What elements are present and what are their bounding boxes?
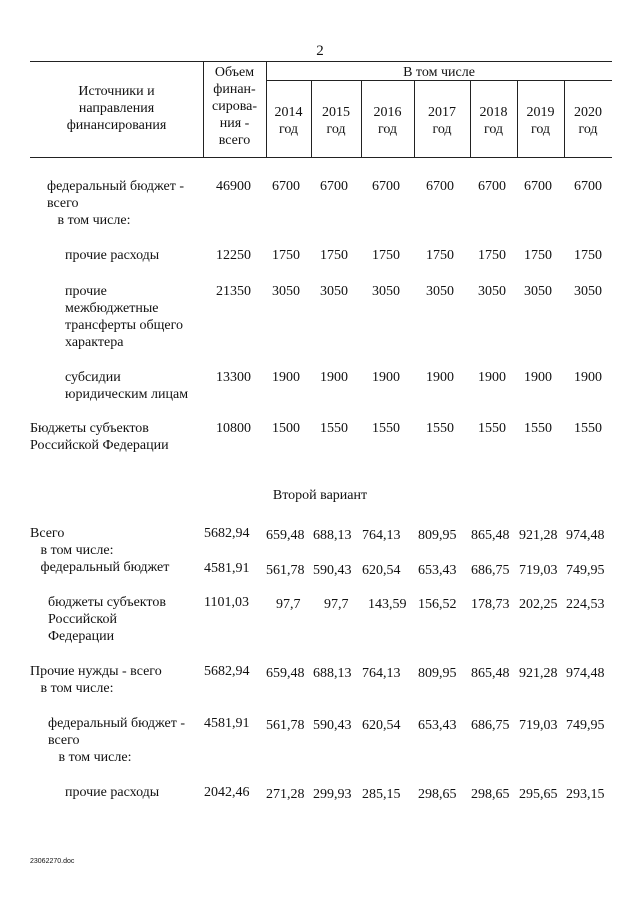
value-cell: 764,13 [362,666,401,681]
value-cell: 865,48 [471,666,510,681]
value-cell: 1750 [272,248,300,263]
row-label: бюджеты субъектов Российской Федерации [48,595,166,644]
value-cell: 3050 [478,284,506,299]
value-cell: 6700 [320,179,348,194]
value-cell: 298,65 [471,787,510,802]
value-cell: 921,28 [519,528,558,543]
value-cell: 6700 [272,179,300,194]
header-including: В том числе [403,65,475,80]
value-cell: 719,03 [519,563,558,578]
value-cell: 1550 [574,421,602,436]
value-cell: 974,48 [566,528,605,543]
value-cell: 561,78 [266,718,305,733]
value-cell: 1900 [272,370,300,385]
value-cell: 809,95 [418,528,457,543]
value-cell: 3050 [524,284,552,299]
total-cell: 2042,46 [204,785,250,800]
value-cell: 561,78 [266,563,305,578]
value-cell: 3050 [320,284,348,299]
value-cell: 6700 [478,179,506,194]
value-cell: 659,48 [266,666,305,681]
value-cell: 1900 [372,370,400,385]
value-cell: 1750 [320,248,348,263]
value-cell: 620,54 [362,718,401,733]
value-cell: 1900 [320,370,348,385]
row-label: федеральный бюджет - всего в том числе: [48,716,186,765]
header-year: 2015 год [322,105,350,137]
value-cell: 3050 [426,284,454,299]
value-cell: 1550 [320,421,348,436]
value-cell: 97,7 [324,597,349,612]
value-cell: 764,13 [362,528,401,543]
value-cell: 809,95 [418,666,457,681]
value-cell: 1750 [478,248,506,263]
header-year: 2019 год [526,105,555,137]
value-cell: 921,28 [519,666,558,681]
value-cell: 6700 [426,179,454,194]
value-cell: 590,43 [313,563,352,578]
table-top-rule [30,61,612,62]
value-cell: 1900 [478,370,506,385]
section-title: Второй вариант [272,488,368,503]
total-cell: 10800 [216,421,251,436]
value-cell: 686,75 [471,718,510,733]
value-cell: 1900 [426,370,454,385]
document-code: 23062270.doc [30,858,75,865]
value-cell: 749,95 [566,718,605,733]
value-cell: 1750 [574,248,602,263]
value-cell: 6700 [524,179,552,194]
value-cell: 749,95 [566,563,605,578]
page-number: 2 [316,43,324,59]
header-bottom-rule [30,157,612,158]
total-cell: 13300 [216,370,251,385]
value-cell: 1750 [426,248,454,263]
value-cell: 1550 [524,421,552,436]
value-cell: 285,15 [362,787,401,802]
row-label: прочие расходы [65,248,160,263]
value-cell: 865,48 [471,528,510,543]
header-total: Объем финан- сирова- ния - всего [211,65,257,148]
value-cell: 143,59 [368,597,407,612]
value-cell: 178,73 [471,597,510,612]
value-cell: 653,43 [418,563,457,578]
row-label: Всего в том числе: федеральный бюджет [30,526,170,575]
value-cell: 3050 [272,284,300,299]
value-cell: 1900 [574,370,602,385]
row-label: прочие расходы [65,785,160,800]
header-year: 2020 год [574,105,602,137]
value-cell: 688,13 [313,528,352,543]
total-cell: 1101,03 [204,595,249,610]
total-cell: 21350 [216,284,251,299]
value-cell: 298,65 [418,787,457,802]
value-cell: 659,48 [266,528,305,543]
value-cell: 295,65 [519,787,558,802]
row-label: прочие межбюджетные трансферты общего характера [65,284,184,350]
row-label: Прочие нужды - всего в том числе: [30,664,162,696]
row-label: субсидии юридическим лицам [65,370,189,402]
value-cell: 299,93 [313,787,352,802]
total-cell: 4581,91 [204,561,250,576]
total-cell: 5682,94 [204,526,250,541]
value-cell: 590,43 [313,718,352,733]
value-cell: 620,54 [362,563,401,578]
total-cell: 5682,94 [204,664,250,679]
header-year: 2018 год [479,105,508,137]
value-cell: 3050 [372,284,400,299]
value-cell: 1550 [426,421,454,436]
value-cell: 1900 [524,370,552,385]
total-cell: 12250 [216,248,251,263]
value-cell: 6700 [372,179,400,194]
value-cell: 6700 [574,179,602,194]
header-year: 2014 год [274,105,303,137]
value-cell: 974,48 [566,666,605,681]
total-cell: 4581,91 [204,716,250,731]
value-cell: 224,53 [566,597,605,612]
row-label: Бюджеты субъектов Российской Федерации [30,421,169,453]
total-cell: 46900 [216,179,251,194]
value-cell: 1500 [272,421,300,436]
value-cell: 686,75 [471,563,510,578]
value-cell: 156,52 [418,597,457,612]
value-cell: 1550 [478,421,506,436]
header-source: Источники и направления финансирования [66,84,167,133]
row-label: федеральный бюджет - всего в том числе: [47,179,185,228]
value-cell: 202,25 [519,597,558,612]
header-year: 2016 год [373,105,402,137]
value-cell: 1550 [372,421,400,436]
value-cell: 293,15 [566,787,605,802]
value-cell: 1750 [372,248,400,263]
value-cell: 3050 [574,284,602,299]
value-cell: 653,43 [418,718,457,733]
value-cell: 97,7 [276,597,301,612]
value-cell: 688,13 [313,666,352,681]
value-cell: 1750 [524,248,552,263]
value-cell: 271,28 [266,787,305,802]
header-year: 2017 год [428,105,456,137]
value-cell: 719,03 [519,718,558,733]
